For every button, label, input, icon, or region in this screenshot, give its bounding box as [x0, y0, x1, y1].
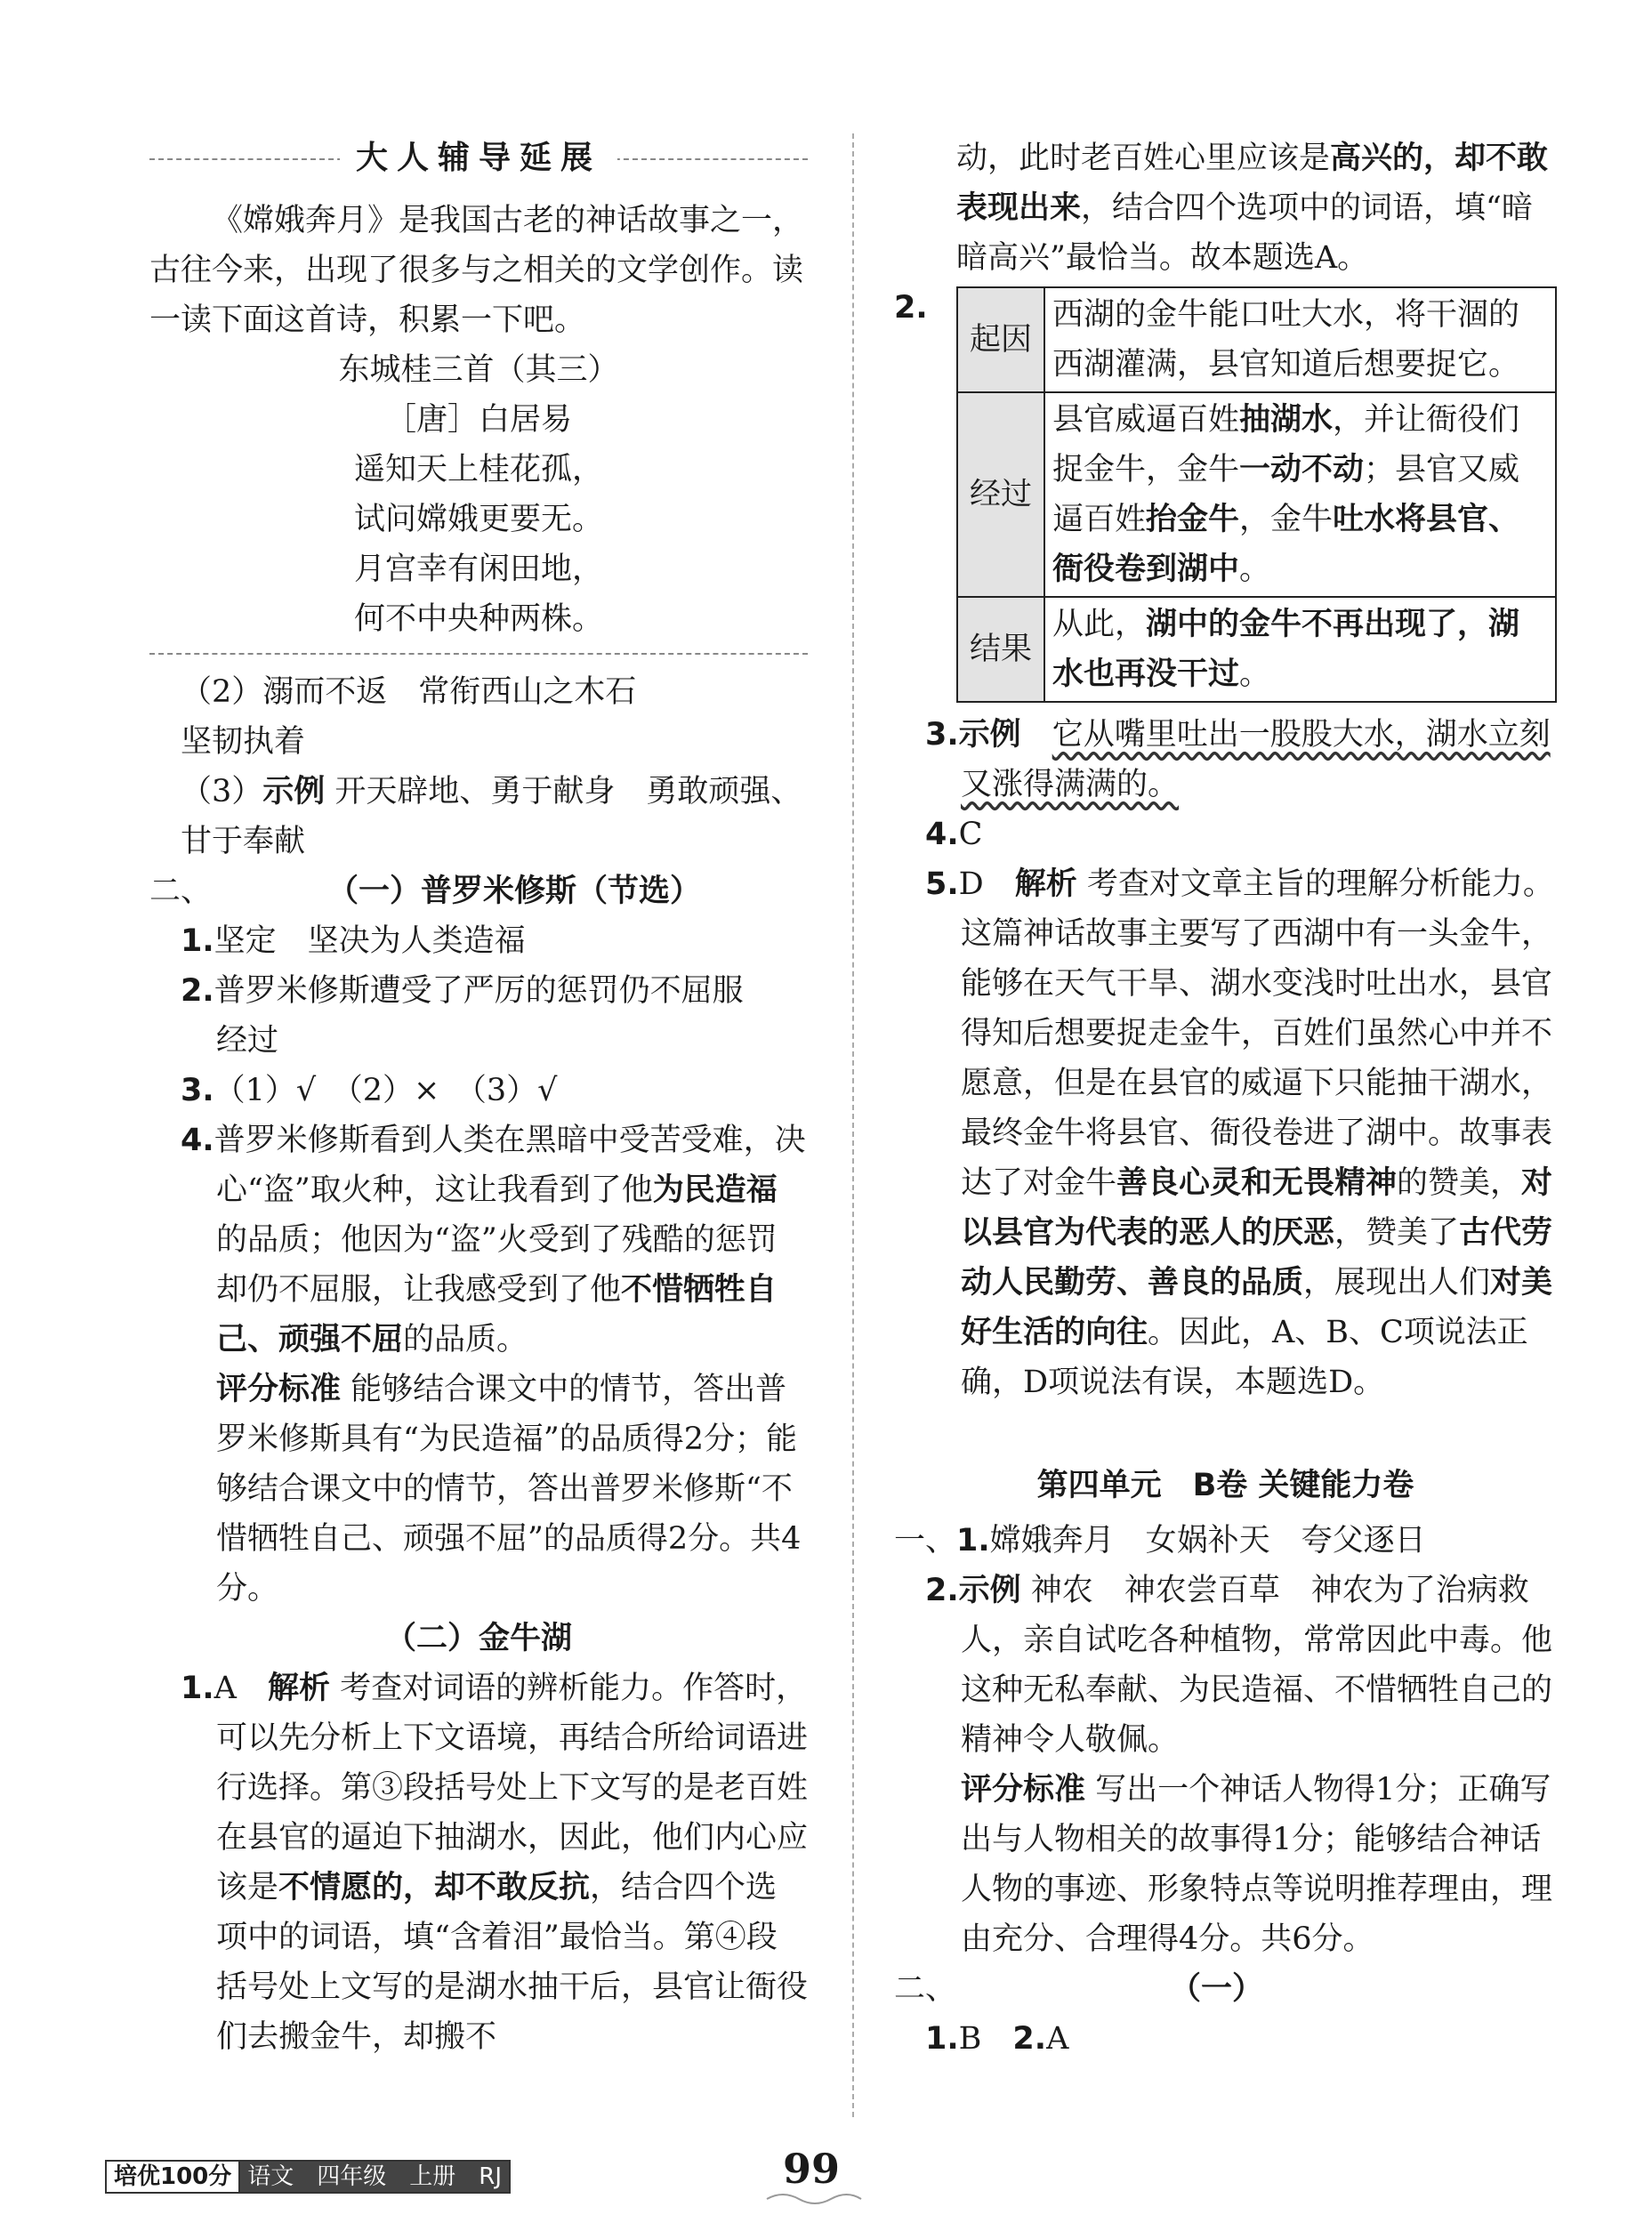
subsection-title: （二）金牛湖: [384, 1620, 572, 1656]
poem-line: 试问嫦娥更要无。: [353, 502, 603, 537]
scoring-label: 评分标准: [961, 1771, 1086, 1808]
poem-line: 遥知天上桂花孤，: [353, 452, 603, 487]
poem-line: 何不中央种两株。: [353, 601, 603, 637]
table-row: [957, 392, 1556, 597]
table-row: [957, 287, 1556, 392]
extension-box-title: 大人辅导延展: [340, 133, 617, 183]
story-structure-table: [956, 286, 1557, 703]
extension-box-bottom: [149, 653, 808, 655]
answer-1: 1.坚定 坚决为人类造福: [181, 923, 526, 959]
table-head: 结果: [957, 597, 1044, 702]
book-label: [105, 2160, 511, 2194]
answer-2-table-block: 2. 起因 西湖的金牛能口吐大水，将干涸的西湖灌满，县官知道后想要捉它。 经过 县官威逼百姓抽湖水，并让衙役们捉金牛，金牛一动不动；县官又威逼百姓抬金牛，金牛吐水将县官、衙役卷到湖中。 结果 从此，湖中的金牛不再出现了，湖水也再没干过。: [894, 283, 1557, 710]
scoring-criteria: 评分标准 能够结合课文中的情节，答出普罗米修斯具有“为民造福”的品质得2分；能够结合课文中的情节，答出普罗米修斯“不惜牺牲自己、顽强不屈”的品质得2分。共4分。: [216, 1371, 802, 1607]
answer-5: 5.D 解析 考查对文章主旨的理解分析能力。这篇神话故事主要写了西湖中有一头金牛，能够在天气干旱、湖水变浅时吐出水，县官得知后想要捉走金牛，百姓们虽然心中并不愿意，但是在县官的威逼下只能抽干湖水，最终金牛将县官、衙役卷进了湖中。故事表达了对金牛善良心灵和无畏精神的赞美，对以县官为代表的恶人的厌恶，赞美了古代劳动人民勤劳、善良的品质，展现出人们对美好生活的向往。因此，A、B、C项说法正确，D项说法有误，本题选D。: [925, 866, 1554, 1400]
section-one-answer-1: 一、1.嫦娥奔月 女娲补天 夸父逐日: [894, 1523, 1426, 1558]
poem-author: ［唐］白居易: [384, 402, 572, 438]
column-divider: [852, 133, 854, 2117]
golden-ox-answer-1-cont: 动，此时老百姓心里应该是高兴的，却不敢表现出来，结合四个选项中的词语，填“暗暗高兴”最恰当。故本题选A。: [956, 140, 1549, 276]
table-cell: 县官威逼百姓抽湖水，并让衙役们捉金牛，金牛一动不动；县官又威逼百姓抬金牛，金牛吐水将县官、衙役卷到湖中。: [1044, 392, 1556, 597]
answer-3: 3.示例 它从嘴里吐出一股股大水，湖水立刻又涨得满满的。: [925, 716, 1551, 802]
answer-2: 2.普罗米修斯遭受了严厉的惩罚仍不屈服 经过: [181, 973, 744, 1059]
table-row: [957, 597, 1556, 702]
unit-title: 第四单元 B卷 关键能力卷: [1036, 1468, 1414, 1503]
extension-box-top: [149, 140, 808, 196]
wave-ornament-icon: [765, 2190, 863, 2208]
answer-q2-cont: 坚韧执着: [181, 724, 306, 760]
table-head: 经过: [957, 392, 1044, 597]
section-two-heading: 二、 （一）: [894, 1970, 1264, 2007]
analysis-label: 解析: [267, 1670, 330, 1706]
right-column: [894, 133, 1557, 2064]
scoring-criteria: 评分标准 写出一个神话人物得1分；正确写出与人物相关的故事得1分；能够结合神话人物的事迹、形象特点等说明推荐理由，理由充分、合理得4分。共6分。: [961, 1771, 1553, 1957]
poem-title: 东城桂三首（其三）: [338, 352, 619, 388]
answer-4: 4.普罗米修斯看到人类在黑暗中受苦受难，决心“盗”取火种，这让我看到了他为民造福的品质；他因为“盗”火受到了残酷的惩罚却仍不屈服，让我感受到了他不惜牺牲自己、顽强不屈的品质。: [181, 1123, 806, 1357]
extension-intro: 《嫦娥奔月》是我国古老的神话故事之一，古往今来，出现了很多与之相关的文学创作。读一读下面这首诗，积累一下吧。: [149, 203, 804, 338]
answer-q3: （3）示例 开天辟地、勇于献身 勇敢顽强、甘于奉献: [181, 773, 802, 859]
table-cell: 西湖的金牛能口吐大水，将干涸的西湖灌满，县官知道后想要捉它。: [1044, 287, 1556, 392]
scoring-label: 评分标准: [216, 1371, 342, 1407]
section-one-answer-2: 2.示例 神农 神农尝百草 神农为了治病救人，亲自试吃各种植物，常常因此中毒。他这种无私奉献、为民造福、不惜牺牲自己的精神令人敬佩。: [925, 1572, 1553, 1758]
left-column: [149, 133, 808, 2062]
golden-ox-answer-1: 1.A 解析 考查对词语的辨析能力。作答时，可以先分析上下文语境，再结合所给词语进行选择。第③段括号处上下文写的是老百姓在县官的逼迫下抽湖水，因此，他们内心应该是不情愿的，却不敢反抗，结合四个选项中的词语，填“含着泪”最恰当。第④段括号处上文写的是湖水抽干后，县官让衙役们去搬金牛，却搬不: [181, 1670, 809, 2055]
analysis-label: 解析: [1014, 866, 1077, 902]
answer-q2: （2）溺而不返 常衔西山之木石: [181, 674, 637, 710]
section-two-answers: 1.B 2.A: [925, 2021, 1069, 2057]
example-label: 示例: [262, 773, 326, 809]
answer-3: 3.（1）√ （2）× （3）√: [181, 1073, 558, 1108]
book-meta: 语文 四年级 上册 RJ: [240, 2162, 509, 2192]
answer-4: 4.C: [925, 817, 983, 852]
table-head: 起因: [957, 287, 1044, 392]
book-brand: 培优100分: [107, 2162, 240, 2192]
page-number: 99: [783, 2145, 841, 2193]
table-cell: 从此，湖中的金牛不再出现了，湖水也再没干过。: [1044, 597, 1556, 702]
section-two-heading: 二、 （一）普罗米修斯（节选）: [149, 873, 702, 909]
poem-line: 月宫幸有闲田地，: [353, 552, 603, 587]
